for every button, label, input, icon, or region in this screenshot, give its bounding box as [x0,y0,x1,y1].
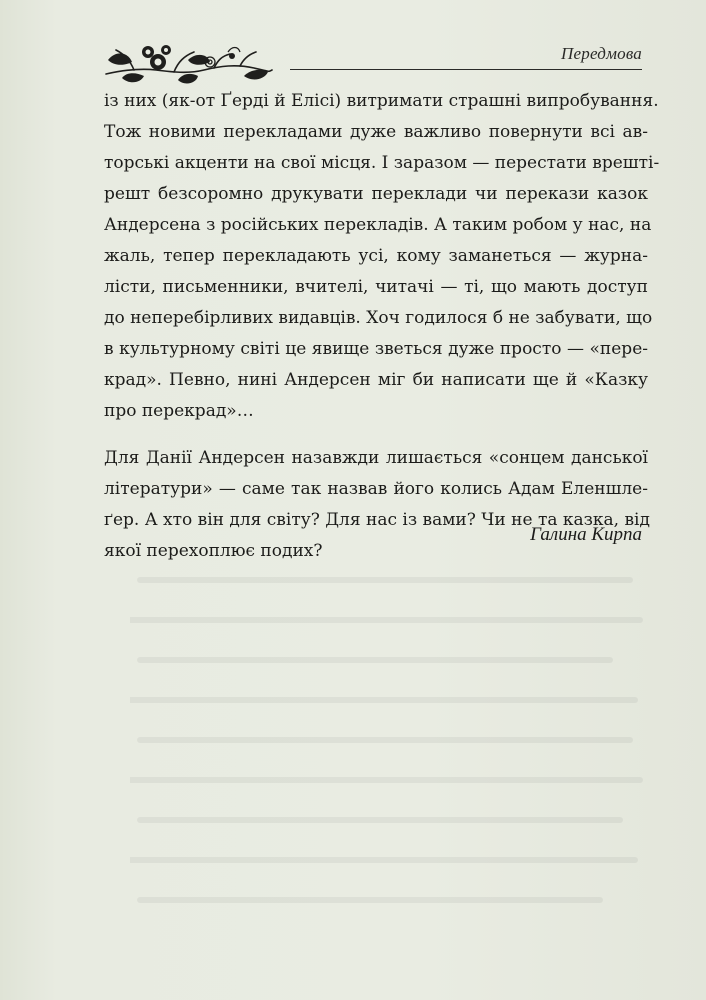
body-text [104,86,660,567]
show-through-texture [130,560,650,960]
text-line: до неперебірливих видавців. Хоч годилося б не забувати, що [104,308,653,328]
text-line: в культурному світі це явище зветься дуже просто — «пере- [104,339,648,359]
running-head-title: Передмова [561,44,642,63]
paragraph-2 [104,443,648,567]
author-signature: Галина Кирпа [530,524,642,545]
paragraph-1 [104,86,660,427]
text-line: решт безсоромно друкувати переклади чи перекази казок [104,184,648,204]
text-line: торські акценти на свої місця. І заразом — перестати врешті- [104,153,660,173]
text-line: Тож новими перекладами дуже важливо повернути всі ав- [104,122,648,142]
text-line: крад». Певно, нині Андерсен міг би написати ще й «Казку [104,370,648,390]
text-line: якої перехоплює подих? [104,541,323,561]
text-line: літератури» — саме так назвав його колись Адам Еленшле- [104,479,648,499]
text-line: про перекрад»… [104,401,254,421]
rose-vine-ornament-icon [104,40,274,88]
text-line: ґер. А хто він для світу? Для нас із вами? Чи не та казка, від [104,510,650,530]
text-line: із них (як-от Ґерді й Елісі) витримати страшні випробування. [104,91,659,111]
text-line: лісти, письменники, вчителі, читачі — ті, що мають доступ [104,277,648,297]
header-rule [290,69,642,70]
text-line: Для Данії Андерсен назавжди лишається «сонцем данської [104,448,648,468]
text-line: жаль, тепер перекладають усі, кому заманеться — журна- [104,246,648,266]
text-line: Андерсена з російських перекладів. А таким робом у нас, на [104,215,652,235]
